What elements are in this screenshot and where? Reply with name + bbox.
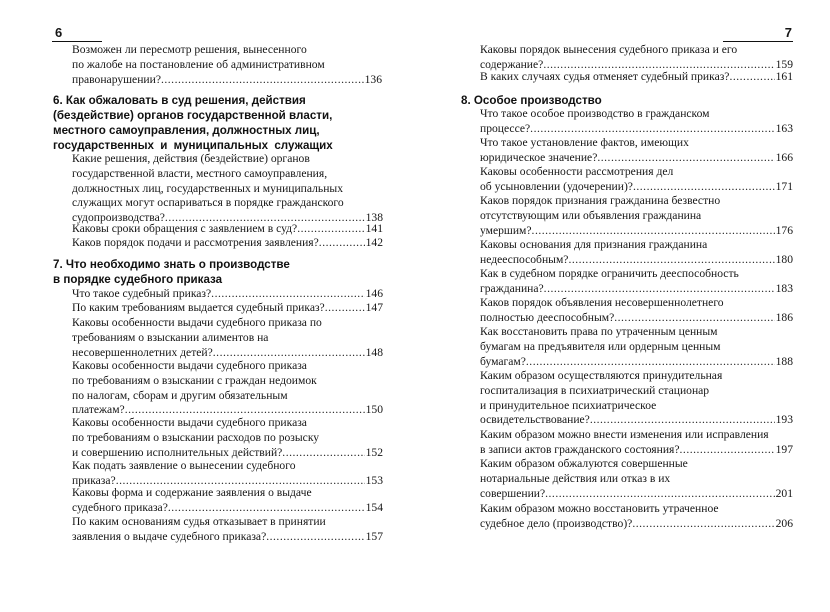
toc-entry: По каким основаниям судья отказывает в принятии заявления о выдаче судебного приказа? ..... 157: [72, 515, 383, 545]
page-number: 7: [784, 25, 792, 40]
toc-entry: Каковы основания для признания гражданина недееспособным? ..... 180: [480, 238, 793, 268]
page-number: 6: [55, 25, 63, 40]
toc-entry: Каковы особенности выдачи судебного приказа по требованиям о взыскании с граждан недоимок по налогам, сборам и другим обязательным платежам? ..... 150: [72, 359, 383, 418]
toc-entry: Каков порядок подачи и рассмотрения заявления? ..... 142: [72, 236, 383, 251]
toc-page-ref: 166: [775, 150, 793, 164]
section-heading: 7. Что необходимо знать о производстве в порядке судебного приказа: [53, 258, 290, 286]
toc-entry: Каковы особенности выдачи судебного приказа по требованиям о взыскании алиментов на несовершеннолетних детей? ..... 148: [72, 316, 383, 360]
toc-page-ref: 193: [775, 413, 793, 427]
toc-page-ref: 157: [365, 529, 383, 543]
toc-page-ref: 197: [775, 442, 793, 456]
toc-page-ref: 183: [775, 281, 793, 295]
toc-entry: Как подать заявление о вынесении судебного приказа? ..... 153: [72, 459, 383, 489]
toc-entry: Как в судебном порядке ограничить дееспособность гражданина? ..... 183: [480, 267, 793, 297]
toc-page-ref: 153: [365, 473, 383, 487]
toc-page-ref: 188: [775, 354, 793, 368]
toc-page-ref: 159: [775, 57, 793, 71]
toc-page-ref: 186: [775, 310, 793, 324]
toc-page-ref: 163: [775, 121, 793, 135]
toc-page-ref: 206: [775, 516, 793, 530]
right-page: [415, 0, 830, 612]
toc-entry: Каковы особенности рассмотрения дел об усыновлении (удочерении)? ..... 171: [480, 165, 793, 195]
toc-page-ref: 138: [365, 211, 383, 225]
toc-page-ref: 171: [775, 179, 793, 193]
header-rule: [723, 41, 793, 42]
toc-page-ref: 154: [365, 500, 383, 514]
toc-entry: Каков порядок признания гражданина безвестно отсутствующим или объявления гражданина умершим? ..... 176: [480, 194, 793, 238]
toc-entry: Что такое особое производство в гражданском процессе? ..... 163: [480, 107, 793, 137]
toc-entry-line: правонарушении?: [72, 72, 161, 86]
toc-page-ref: 141: [365, 222, 383, 235]
toc-page-ref: 150: [365, 403, 383, 417]
section-heading: 6. Как обжаловать в суд решения, действия (бездействие) органов государственной власти, местного самоуправления, должностных лиц, государственных и муниципальных служащих: [53, 94, 333, 152]
toc-entry: Каким образом обжалуются совершенные нотариальные действия или отказ в их совершении? ..... 201: [480, 457, 793, 501]
toc-entry: Каким образом осуществляются принудительная госпитализация в психиатрический стационар и принудительное психиатрическое освидетельствование? ..... 193: [480, 369, 793, 428]
toc-entry: Что такое судебный приказ? ..... 146: [72, 287, 383, 302]
toc-page-ref: 152: [365, 445, 383, 459]
toc-entry: Каковы сроки обращения с заявлением в суд? ..... 141: [72, 222, 383, 237]
toc-page-ref: 201: [775, 486, 793, 500]
toc-entry: Что такое установление фактов, имеющих юридическое значение? ..... 166: [480, 136, 793, 166]
toc-page-ref: 176: [775, 223, 793, 237]
toc-entry: Каким образом можно восстановить утраченное судебное дело (производство)? ..... 206: [480, 502, 793, 532]
toc-page-ref: 180: [775, 252, 793, 266]
toc-page-ref: 147: [365, 301, 383, 314]
toc-entry: В каких случаях судья отменяет судебный приказ? ..... 161: [480, 70, 793, 85]
toc-entry: [72, 43, 382, 87]
toc-entry: По каким требованиям выдается судебный приказ? ..... 147: [72, 301, 383, 316]
toc-entry: Каков порядок объявления несовершеннолетнего полностью дееспособным? ..... 186: [480, 296, 793, 326]
toc-entry: Как восстановить права по утраченным ценным бумагам на предъявителя или ордерным ценным бумагам? ..... 188: [480, 325, 793, 369]
toc-page-ref: 136: [364, 72, 382, 86]
toc-entry: Каким образом можно внести изменения или исправления в записи актов гражданского состояния? ..... 197: [480, 428, 793, 458]
toc-entry: Каковы порядок вынесения судебного приказа и его содержание? ..... 159: [480, 43, 793, 73]
section-heading: 8. Особое производство: [461, 94, 602, 107]
toc-entry-line: по жалобе на постановление об административном: [72, 57, 325, 71]
toc-entry: Какие решения, действия (бездействие) органов государственной власти, местного самоуправления, должностных лиц, государственных и муниципальных служащих могут оспариваться в порядке гражданского судопроизводства? ..... 138: [72, 152, 383, 226]
toc-page-ref: 142: [365, 236, 383, 249]
toc-entry-line: Возможен ли пересмотр решения, вынесенного: [72, 43, 307, 56]
toc-page-ref: 161: [775, 70, 793, 83]
toc-entry: Каковы форма и содержание заявления о выдаче судебного приказа? ..... 154: [72, 486, 383, 516]
toc-entry: Каковы особенности выдачи судебного приказа по требованиям о взыскании расходов по розыску и совершению исполнительных действий? ..... 152: [72, 416, 383, 460]
header-rule: [52, 41, 102, 42]
toc-page-ref: 148: [365, 345, 383, 359]
toc-page-ref: 146: [365, 287, 383, 300]
